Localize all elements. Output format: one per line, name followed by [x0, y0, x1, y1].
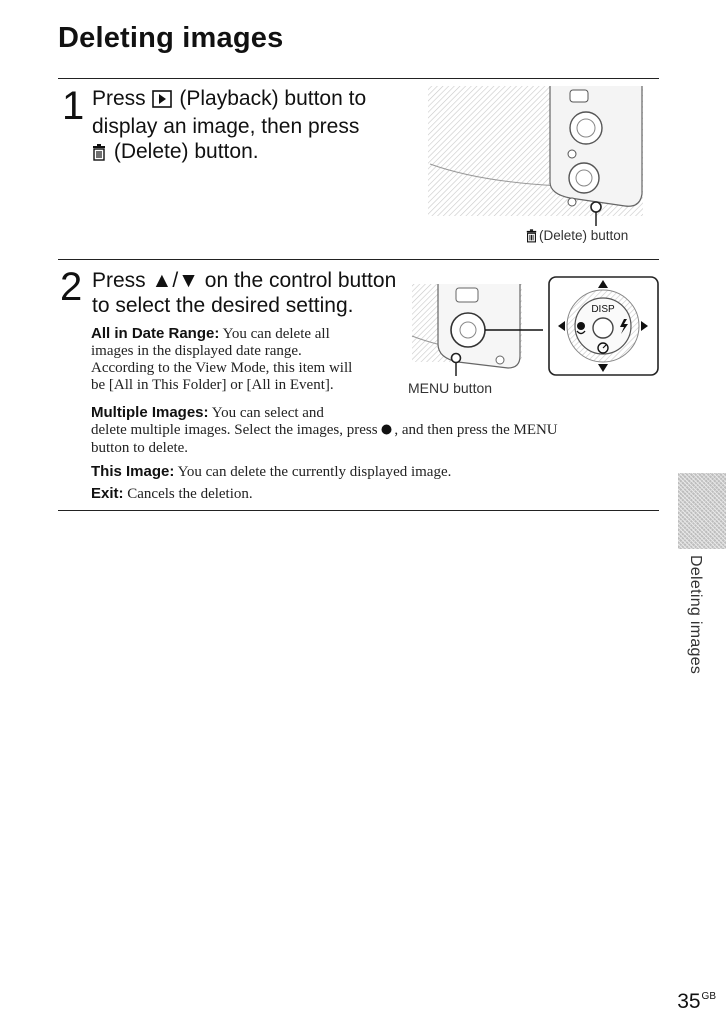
trash-icon	[526, 229, 537, 246]
step-1-instruction	[92, 86, 422, 167]
section-tab-marker	[678, 473, 726, 549]
desc-line: You can delete the currently displayed image.	[177, 464, 452, 480]
term-exit: Exit:	[91, 485, 124, 502]
trash-icon	[92, 142, 106, 167]
page-title: Deleting images	[58, 22, 284, 54]
desc-line: Cancels the deletion.	[127, 486, 253, 502]
step-2-text-b: on the control button	[204, 269, 397, 292]
step-2-instruction	[92, 268, 402, 318]
step-1-text-c: display an image, then press	[92, 115, 360, 138]
step-1-text-d: (Delete) button.	[113, 140, 259, 163]
term-multiple-images: Multiple Images:	[91, 404, 209, 421]
desc-line: button to delete.	[91, 440, 189, 456]
step-2-number: 2	[60, 265, 83, 309]
desc-line: delete multiple images. Select the images, press	[91, 422, 378, 438]
playback-icon	[152, 89, 172, 114]
divider	[58, 78, 659, 79]
step-1-text-a: Press	[92, 87, 146, 110]
desc-line: be [All in This Folder] or [All in Event].	[91, 377, 334, 393]
section-tab-label	[672, 555, 712, 685]
page-number	[677, 990, 716, 1014]
desc-line: You can delete all	[222, 326, 330, 342]
control-dial-detail	[548, 276, 659, 376]
disp-label: DISP	[591, 304, 615, 315]
step-1-number: 1	[62, 84, 85, 128]
term-this-image: This Image:	[91, 463, 175, 480]
setting-this-image	[91, 463, 651, 481]
term-all-in-date-range: All in Date Range:	[91, 325, 220, 342]
camera-back-illustration	[420, 86, 650, 226]
section-tab-text: Deleting images	[687, 555, 704, 675]
delete-caption-text: (Delete) button	[539, 228, 629, 243]
page-number-value: 35	[677, 990, 701, 1013]
setting-multiple-images	[91, 404, 651, 457]
desc-line: According to the View Mode, this item will	[91, 360, 353, 376]
step-1-text-b: (Playback) button to	[179, 87, 367, 110]
desc-line: , and then press the MENU	[394, 422, 558, 438]
divider	[58, 510, 659, 511]
desc-line: images in the displayed date range.	[91, 343, 302, 359]
setting-all-in-date-range	[91, 325, 391, 394]
setting-exit	[91, 485, 651, 503]
center-button-dot-icon	[381, 423, 392, 440]
menu-button-caption: MENU button	[408, 380, 493, 396]
step-2-text-a: Press	[92, 269, 146, 292]
camera-menu-illustration	[408, 284, 543, 376]
divider	[58, 259, 659, 260]
delete-button-caption	[526, 228, 628, 246]
page-number-suffix: GB	[701, 991, 716, 1002]
step-2-text-c: to select the desired setting.	[92, 294, 354, 317]
up-down-arrows: ▲/▼	[151, 269, 199, 292]
desc-line: You can select and	[211, 405, 324, 421]
